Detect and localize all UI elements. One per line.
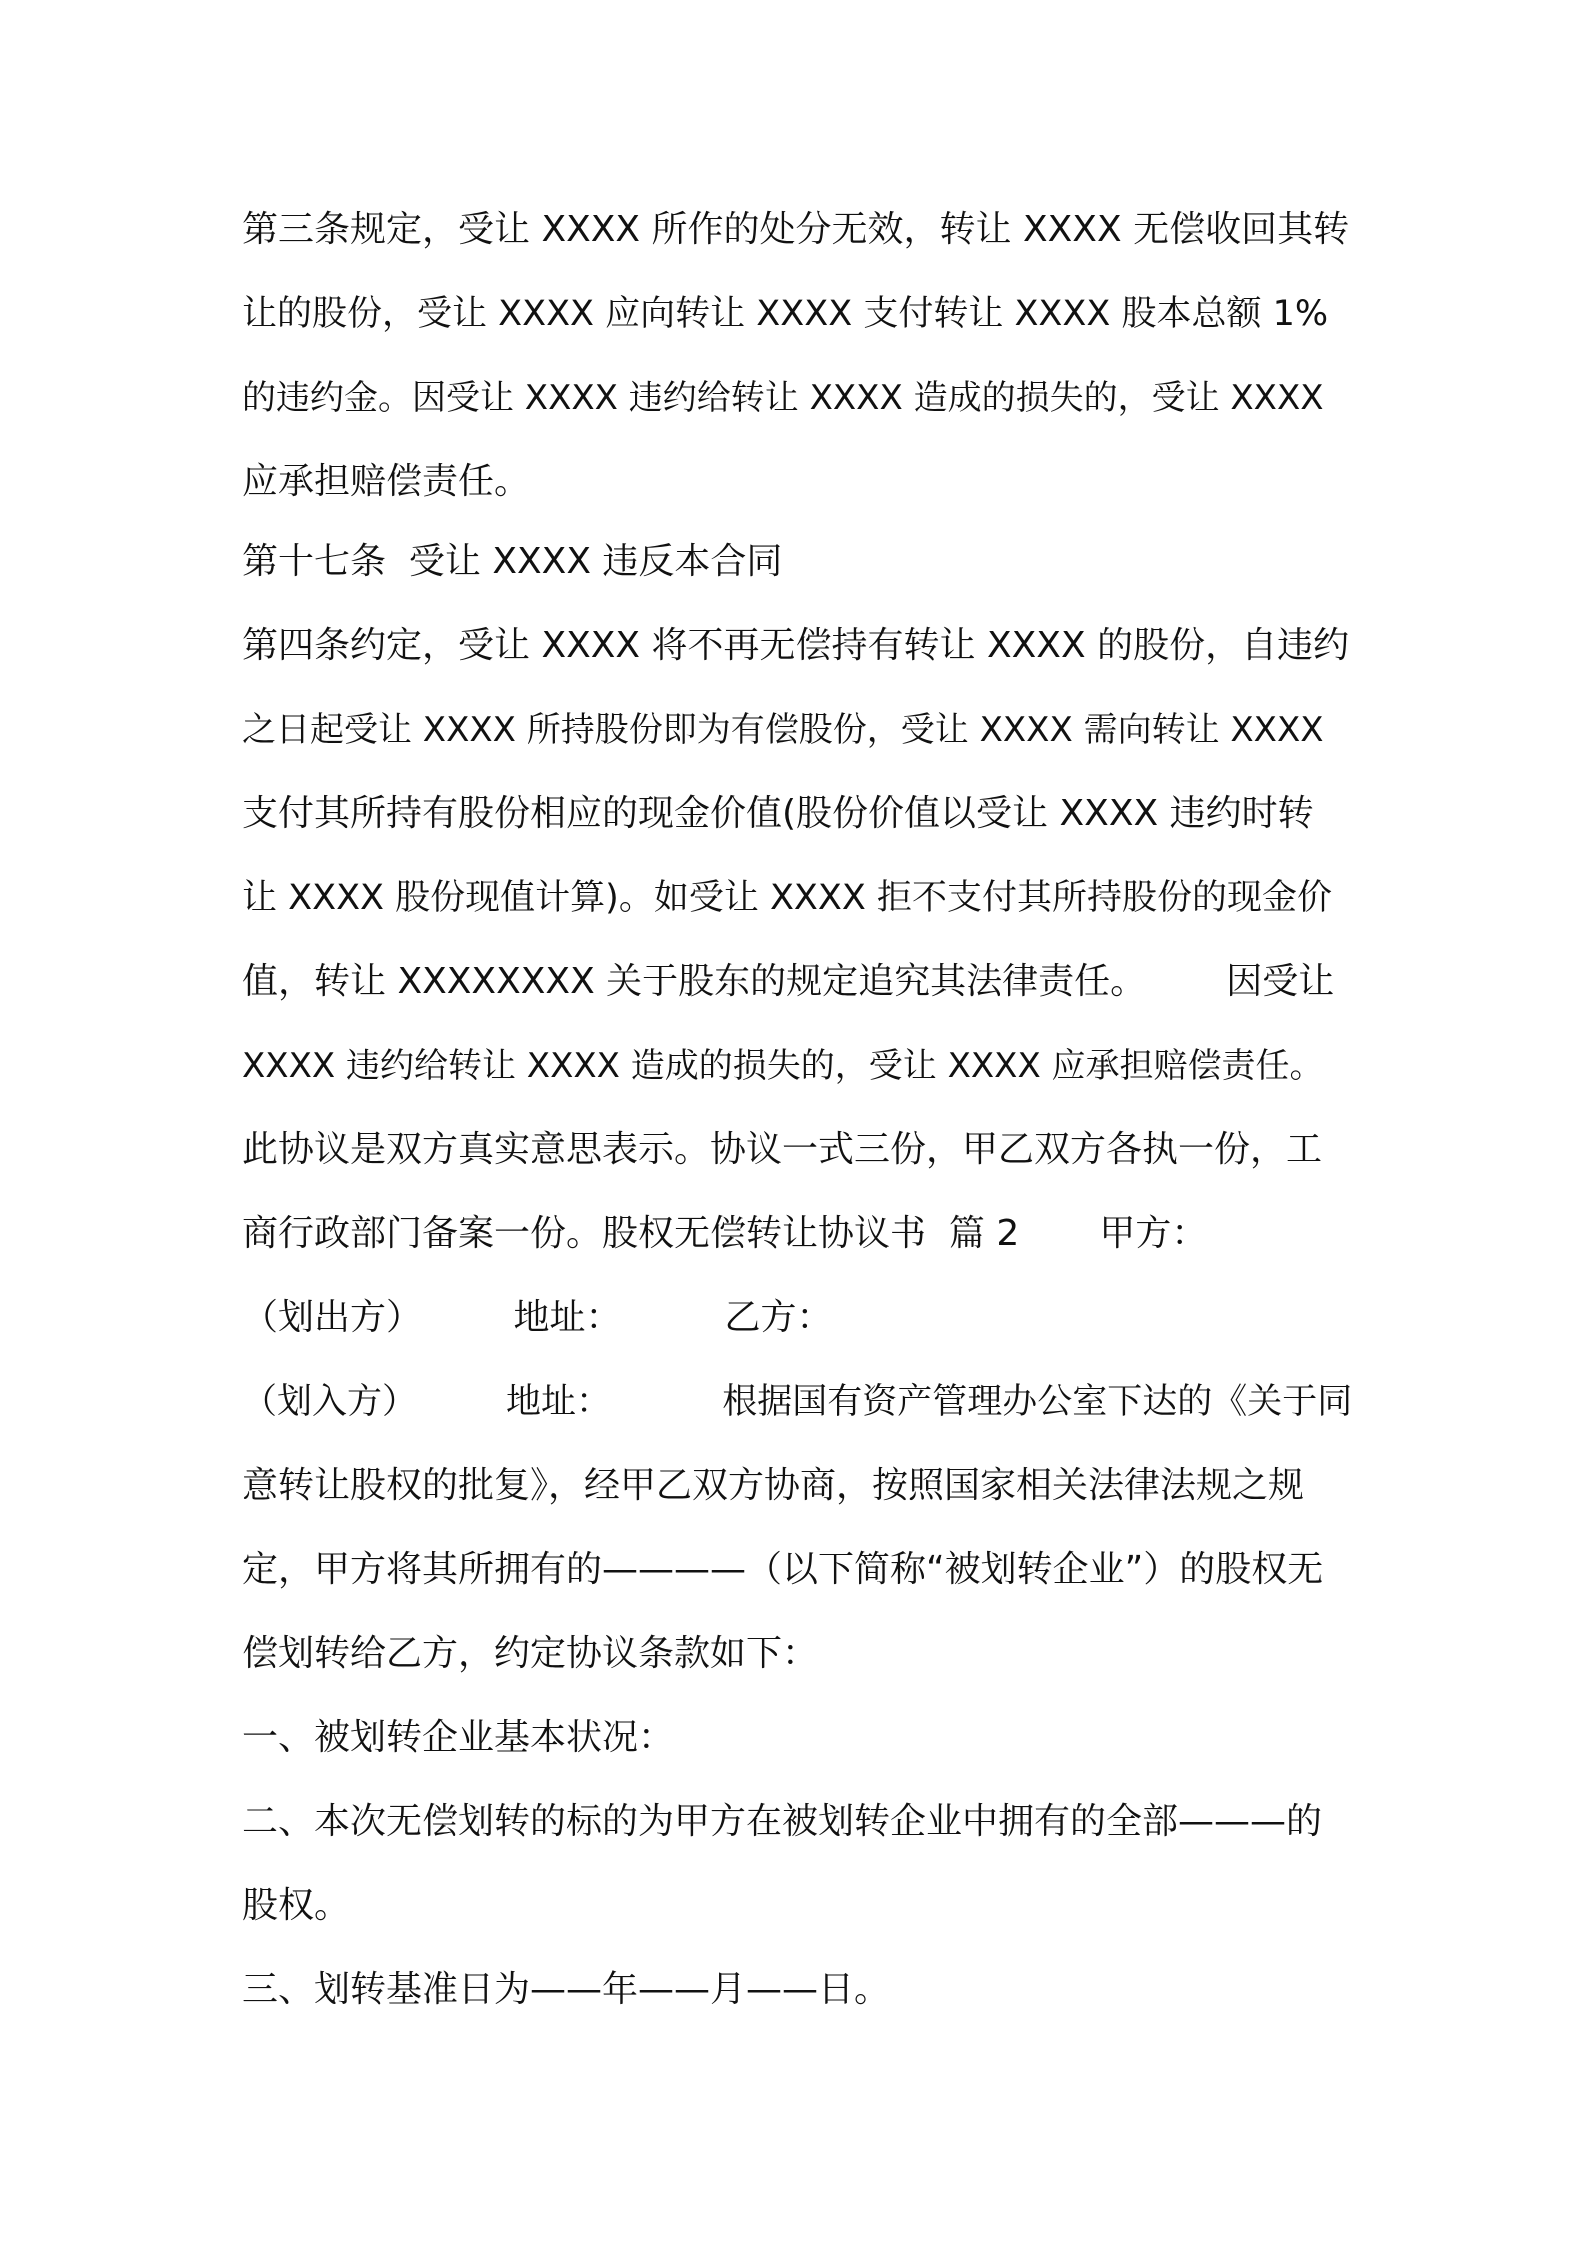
clause-item-1: 一、被划转企业基本状况： <box>242 1717 675 1758</box>
paragraph-line: 意转让股权的批复》，经甲乙双方协商，按照国家相关法律法规之规 <box>242 1465 1305 1506</box>
paragraph-line: 的违约金。因受让 XXXX 违约给转让 XXXX 造成的损失的，受让 XXXX <box>242 378 1324 418</box>
paragraph-line: 支付其所持有股份相应的现金价值(股份价值以受让 XXXX 违约时转 <box>242 793 1314 834</box>
paragraph-line: 此协议是双方真实意思表示。协议一式三份，甲乙双方各执一份，工 <box>242 1129 1323 1170</box>
paragraph-line: 偿划转给乙方，约定协议条款如下： <box>242 1633 819 1674</box>
paragraph-line: 第四条约定，受让 XXXX 将不再无偿持有转让 XXXX 的股份，自违约 <box>242 625 1350 666</box>
article-heading: 第十七条 受让 XXXX 违反本合同 <box>242 541 783 582</box>
clause-item-2-continued: 股权。 <box>242 1885 351 1926</box>
party-line-transferor: （划出方） 地址： 乙方： <box>242 1297 833 1338</box>
paragraph-line: 值，转让 XXXXXXXX 关于股东的规定追究其法律责任。 因受让 <box>242 961 1335 1002</box>
paragraph-line: 定，甲方将其所拥有的————（以下简称“被划转企业”）的股权无 <box>242 1549 1324 1590</box>
paragraph-line: XXXX 违约给转让 XXXX 造成的损失的，受让 XXXX 应承担赔偿责任。 <box>242 1046 1324 1086</box>
paragraph-line: 第三条规定，受让 XXXX 所作的处分无效，转让 XXXX 无偿收回其转 <box>242 209 1350 250</box>
paragraph-line: 让 XXXX 股份现值计算)。如受让 XXXX 拒不支付其所持股份的现金价 <box>242 878 1332 918</box>
paragraph-line: 应承担赔偿责任。 <box>242 461 531 502</box>
clause-item-2: 二、本次无偿划转的标的为甲方在被划转企业中拥有的全部———的 <box>242 1801 1323 1842</box>
party-line-transferee: （划入方） 地址： 根据国有资产管理办公室下达的《关于同 <box>242 1382 1353 1422</box>
paragraph-line: 之日起受让 XXXX 所持股份即为有偿股份，受让 XXXX 需向转让 XXXX <box>242 710 1324 750</box>
paragraph-line: 让的股份，受让 XXXX 应向转让 XXXX 支付转让 XXXX 股本总额 1% <box>242 294 1329 334</box>
paragraph-line: 商行政部门备案一份。股权无偿转让协议书 篇 2 甲方： <box>242 1213 1208 1254</box>
clause-item-3: 三、划转基准日为——年——月——日。 <box>242 1969 891 2010</box>
